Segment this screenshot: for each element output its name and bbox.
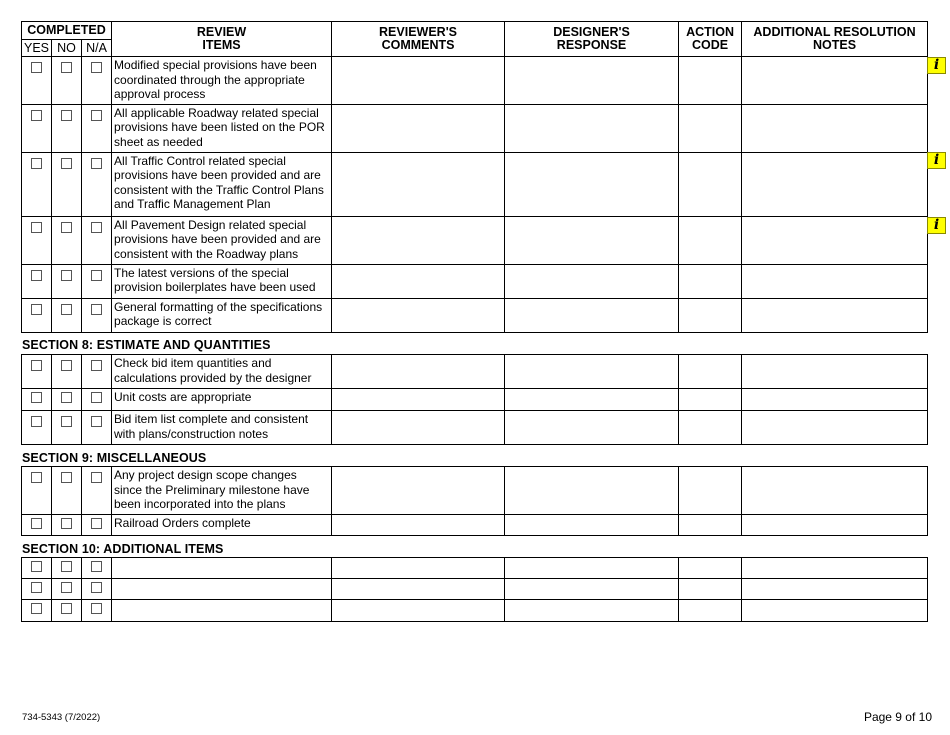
reviewer-comment-field[interactable] <box>332 600 505 622</box>
reviewer-comment-field[interactable] <box>332 216 505 264</box>
designer-response-field[interactable] <box>505 579 679 600</box>
na-checkbox[interactable] <box>91 416 102 427</box>
no-checkbox[interactable] <box>61 392 72 403</box>
reviewer-comment-field[interactable] <box>332 57 505 105</box>
yes-checkbox[interactable] <box>31 110 42 121</box>
no-checkbox[interactable] <box>61 62 72 73</box>
reviewer-comment-field[interactable] <box>332 104 505 152</box>
resolution-notes-field[interactable] <box>742 467 928 515</box>
section-8-title: SECTION 8: ESTIMATE AND QUANTITIES <box>22 338 271 352</box>
resolution-notes-field[interactable] <box>742 600 928 622</box>
additional-item-field[interactable] <box>112 558 332 579</box>
reviewer-comment-field[interactable] <box>332 467 505 515</box>
resolution-notes-field[interactable] <box>742 104 928 152</box>
no-checkbox[interactable] <box>61 603 72 614</box>
reviewers-comments-header: REVIEWER'S COMMENTS <box>332 22 505 57</box>
info-icon[interactable]: i <box>927 217 946 234</box>
reviewer-comment-field[interactable] <box>332 411 505 445</box>
table-row <box>22 104 928 152</box>
table-row <box>22 515 928 536</box>
resolution-notes-field[interactable] <box>742 558 928 579</box>
designer-response-field[interactable] <box>505 216 679 264</box>
action-code-field[interactable] <box>679 600 742 622</box>
designer-response-field[interactable] <box>505 57 679 105</box>
no-checkbox[interactable] <box>61 561 72 572</box>
no-checkbox[interactable] <box>61 222 72 233</box>
table-row <box>22 411 928 445</box>
reviewer-comment-field[interactable] <box>332 579 505 600</box>
yes-checkbox[interactable] <box>31 392 42 403</box>
no-checkbox[interactable] <box>61 518 72 529</box>
section-9-title: SECTION 9: MISCELLANEOUS <box>22 451 207 465</box>
reviewer-comment-field[interactable] <box>332 298 505 332</box>
yes-checkbox[interactable] <box>31 222 42 233</box>
table-row <box>22 216 928 264</box>
no-checkbox[interactable] <box>61 158 72 169</box>
na-checkbox[interactable] <box>91 158 102 169</box>
review-items-header: REVIEW ITEMS <box>112 22 332 57</box>
no-header: NO <box>52 40 82 57</box>
designer-response-field[interactable] <box>505 355 679 389</box>
action-code-field[interactable] <box>679 558 742 579</box>
no-checkbox[interactable] <box>61 416 72 427</box>
no-checkbox[interactable] <box>61 472 72 483</box>
designer-response-field[interactable] <box>505 515 679 536</box>
designer-response-field[interactable] <box>505 411 679 445</box>
yes-header: YES <box>22 40 52 57</box>
resolution-notes-field[interactable] <box>742 515 928 536</box>
review-table-section-8 <box>21 354 928 445</box>
yes-checkbox[interactable] <box>31 158 42 169</box>
table-row <box>22 152 928 216</box>
action-code-field[interactable] <box>679 579 742 600</box>
designer-response-field[interactable] <box>505 104 679 152</box>
yes-checkbox[interactable] <box>31 472 42 483</box>
resolution-notes-field[interactable] <box>742 216 928 264</box>
yes-checkbox[interactable] <box>31 62 42 73</box>
reviewer-comment-field[interactable] <box>332 152 505 216</box>
info-icon[interactable]: i <box>927 152 946 169</box>
action-code-header: ACTION CODE <box>679 22 742 57</box>
review-item: Bid item list complete and consistent with plans/construction notes <box>112 411 332 445</box>
section-10-title: SECTION 10: ADDITIONAL ITEMS <box>22 542 224 556</box>
review-item: Any project design scope changes since the Preliminary milestone have been incorporated into the plans <box>112 467 332 515</box>
designer-response-field[interactable] <box>505 152 679 216</box>
completed-header: COMPLETED <box>22 22 112 40</box>
reviewer-comment-field[interactable] <box>332 264 505 298</box>
action-code-field[interactable] <box>679 264 742 298</box>
resolution-notes-field[interactable] <box>742 389 928 411</box>
na-checkbox[interactable] <box>91 561 102 572</box>
table-row <box>22 264 928 298</box>
na-checkbox[interactable] <box>91 472 102 483</box>
review-table-section-9 <box>21 466 928 536</box>
resolution-notes-field[interactable] <box>742 411 928 445</box>
na-checkbox[interactable] <box>91 392 102 403</box>
yes-checkbox[interactable] <box>31 518 42 529</box>
na-checkbox[interactable] <box>91 582 102 593</box>
na-checkbox[interactable] <box>91 222 102 233</box>
review-item: General formatting of the specifications package is correct <box>112 298 332 332</box>
action-code-field[interactable] <box>679 355 742 389</box>
na-checkbox[interactable] <box>91 360 102 371</box>
action-code-field[interactable] <box>679 57 742 105</box>
table-row <box>22 298 928 332</box>
action-code-field[interactable] <box>679 515 742 536</box>
designer-response-field[interactable] <box>505 467 679 515</box>
designer-response-field[interactable] <box>505 264 679 298</box>
additional-item-field[interactable] <box>112 600 332 622</box>
resolution-notes-field[interactable] <box>742 57 928 105</box>
action-code-field[interactable] <box>679 298 742 332</box>
review-item: All Pavement Design related special provisions have been provided and are consistent with the Roadway plans <box>112 216 332 264</box>
review-item: Modified special provisions have been coordinated through the appropriate approval process <box>112 57 332 105</box>
review-item: Unit costs are appropriate <box>112 389 332 411</box>
yes-checkbox[interactable] <box>31 270 42 281</box>
yes-checkbox[interactable] <box>31 416 42 427</box>
yes-checkbox[interactable] <box>31 561 42 572</box>
table-row <box>22 600 928 622</box>
review-item: The latest versions of the special provision boilerplates have been used <box>112 264 332 298</box>
additional-notes-header: ADDITIONAL RESOLUTION NOTES <box>742 22 928 57</box>
na-checkbox[interactable] <box>91 518 102 529</box>
designer-response-field[interactable] <box>505 600 679 622</box>
table-row <box>22 355 928 389</box>
review-item: All applicable Roadway related special provisions have been listed on the POR sheet as needed <box>112 104 332 152</box>
resolution-notes-field[interactable] <box>742 264 928 298</box>
resolution-notes-field[interactable] <box>742 355 928 389</box>
review-item: All Traffic Control related special provisions have been provided and are consistent with the Traffic Control Plans and Traffic Management Plan <box>112 152 332 216</box>
yes-checkbox[interactable] <box>31 304 42 315</box>
additional-item-field[interactable] <box>112 579 332 600</box>
na-checkbox[interactable] <box>91 304 102 315</box>
na-checkbox[interactable] <box>91 110 102 121</box>
designer-response-field[interactable] <box>505 558 679 579</box>
reviewer-comment-field[interactable] <box>332 558 505 579</box>
yes-checkbox[interactable] <box>31 360 42 371</box>
action-code-field[interactable] <box>679 411 742 445</box>
review-table-section-7 <box>21 21 928 333</box>
review-item: Check bid item quantities and calculations provided by the designer <box>112 355 332 389</box>
reviewer-comment-field[interactable] <box>332 355 505 389</box>
table-row <box>22 579 928 600</box>
action-code-field[interactable] <box>679 467 742 515</box>
action-code-field[interactable] <box>679 104 742 152</box>
action-code-field[interactable] <box>679 152 742 216</box>
table-row <box>22 389 928 411</box>
table-row <box>22 57 928 105</box>
designers-response-header: DESIGNER'S RESPONSE <box>505 22 679 57</box>
na-header: N/A <box>82 40 112 57</box>
reviewer-comment-field[interactable] <box>332 389 505 411</box>
resolution-notes-field[interactable] <box>742 298 928 332</box>
page-number: Page 9 of 10 <box>863 710 932 724</box>
no-checkbox[interactable] <box>61 110 72 121</box>
form-number: 734-5343 (7/2022) <box>22 712 101 723</box>
no-checkbox[interactable] <box>61 360 72 371</box>
yes-checkbox[interactable] <box>31 603 42 614</box>
na-checkbox[interactable] <box>91 270 102 281</box>
table-row <box>22 467 928 515</box>
info-icon[interactable]: i <box>927 57 946 74</box>
review-table-section-10 <box>21 557 928 622</box>
resolution-notes-field[interactable] <box>742 579 928 600</box>
reviewer-comment-field[interactable] <box>332 515 505 536</box>
table-row <box>22 558 928 579</box>
designer-response-field[interactable] <box>505 298 679 332</box>
no-checkbox[interactable] <box>61 304 72 315</box>
action-code-field[interactable] <box>679 216 742 264</box>
na-checkbox[interactable] <box>91 62 102 73</box>
resolution-notes-field[interactable] <box>742 152 928 216</box>
action-code-field[interactable] <box>679 389 742 411</box>
na-checkbox[interactable] <box>91 603 102 614</box>
no-checkbox[interactable] <box>61 270 72 281</box>
designer-response-field[interactable] <box>505 389 679 411</box>
no-checkbox[interactable] <box>61 582 72 593</box>
yes-checkbox[interactable] <box>31 582 42 593</box>
review-item: Railroad Orders complete <box>112 515 332 536</box>
